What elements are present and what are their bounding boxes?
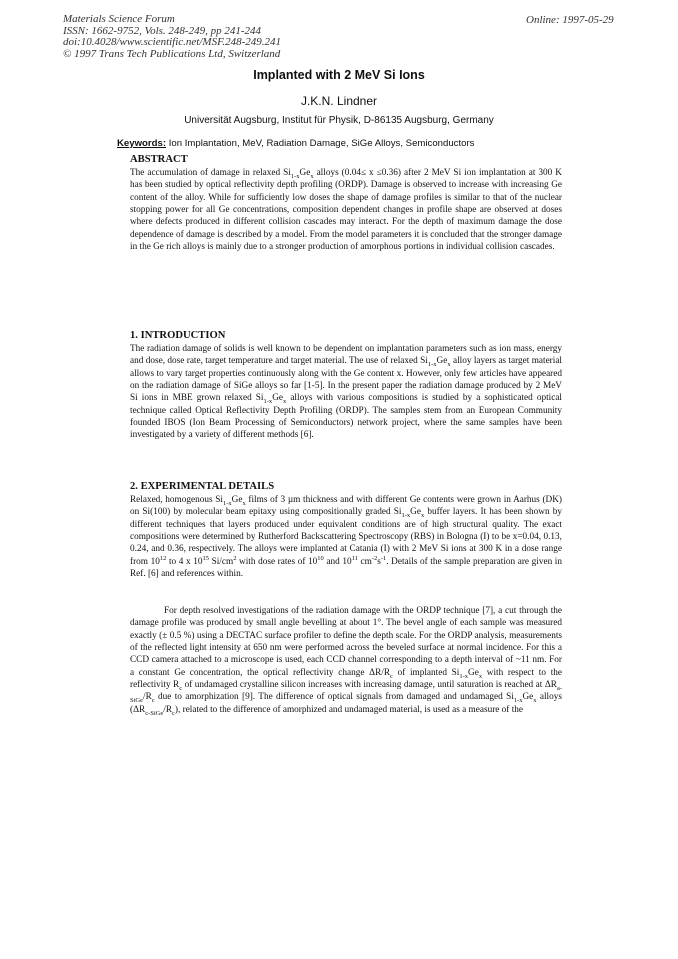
keywords-line [117, 138, 567, 149]
doi-line: doi:10.4028/www.scientific.net/MSF.248-249.241 [63, 36, 282, 48]
publication-metadata [63, 14, 281, 60]
experimental-heading: 2. EXPERIMENTAL DETAILS [130, 481, 275, 492]
introduction-heading: 1. INTRODUCTION [130, 330, 226, 341]
keywords-label: Keywords: [117, 138, 167, 149]
journal-name: Materials Science Forum [63, 13, 175, 25]
issn-line: ISSN: 1662-9752, Vols. 248-249, pp 241-244 [63, 24, 261, 37]
experimental-paragraph-2: For depth resolved investigations of the radiation damage with the ORDP technique [7], a cut through the damage profile was produced by small angle bevelling at about 1°. The bevel angle of each sample was measured exactly (± 0.5 %) using a DECTAC surface profiler to define the depth scale. For the ORDP analysis, measurements of the reflected light intensity at 650 nm were performed across the beveled surface at normal incidence. For this a CCD camera attached to a microscope is used, each CCD channel corresponding to a depth interval of ~11 nm. For a constant Ge concentration, the optical reflectivity change $\Delta R/R_c$ of implanted $Si_{1-x}Ge_x$ with respect to the reflectivity $R_c$ of undamaged crystalline silicon increases with increasing damage, until saturation is reached at $\Delta R_{a-SiGe}/R_c$ due to amorphization [9]. The difference of optical signals from damaged and undamaged $Si_{1-x}Ge_x$ alloys $(\Delta R_{c-SiGe}/R_c)$, related to the difference of amorphized and undamaged material, is used as a measure of the [130, 606, 562, 717]
author-name: J.K.N. Lindner [300, 94, 378, 108]
experimental-paragraph-1: Relaxed, homogenous $Si_{1-x}Ge_x$ films of 3 µm thickness and with different Ge contents were grown in Aarhus (DK) on Si(100) by molecular beam epitaxy using compositionally graded $Si_{1-x}Ge_x$ buffer layers. It has been shown by different techniques that layers produced under equivalent conditions are of high structural quality. The exact compositions were determined by Rutherford Backscattering Spectroscopy (RBS) in Bologna (I) to be x=0.04, 0.13, 0.24, and 0.36, respectively. The alloys were implanted at Catania (I) with 2 MeV Si ions at 300 K in a dose range from $10^{12}$ to 4 x $10^{15}$ $Si/cm^2$ with dose rates of $10^{10}$ and $10^{11}$ $cm^{-2}s^{-1}$. Details of the sample preparation are given in Ref. [6] and references within. [130, 495, 563, 580]
paper-title: Implanted with 2 MeV Si Ions [253, 68, 425, 82]
keywords-text: Ion Implantation, MeV, Radiation Damage, SiGe Alloys, Semiconductors [166, 138, 475, 149]
copyright-line: © 1997 Trans Tech Publications Ltd, Switzerland [63, 47, 281, 60]
introduction-text: The radiation damage of solids is well known to be dependent on implantation parameters such as ion mass, energy and dose, dose rate, target temperature and target material. The use of relaxed $Si_{1-x}Ge_x$ alloy layers as target material allows to vary target properties continuously along with the Ge content x. However, only few articles have appeared on the radiation damage of SiGe alloys so far [1-5]. In the present paper the radiation damage produced by 2 MeV Si ions in MBE grown relaxed $Si_{1-x}Ge_x$ alloys with various compositions is studied by a sophisticated optical technique called Optical Reflectivity Depth Profiling (ORDP). The samples stem from an European Community founded IBOS (Ion Beam Processing of Semiconductors) network project, where the same samples have been investigated by a variety of different methods [6]. [130, 344, 562, 441]
author-affiliation: Universität Augsburg, Institut für Physik, D-86135 Augsburg, Germany [184, 115, 494, 126]
abstract-text: The accumulation of damage in relaxed $Si_{1-x}Ge_x$ alloys (0.04≤ x ≤0.36) after 2 MeV Si ion implantation at 300 K has been studied by optical reflectivity depth profiling (ORDP). Damage is observed to increase with increasing Ge content of the alloy. While for sufficiently low doses the shape of damage profiles is similar to that of the nuclear stopping power for all Ge concentrations, composition dependent changes in profile shape are observed at doses where defects produced in different collision cascades may interact. For the depth of maximum damage the dose dependence of damage is described by a model. From the model parameters it is concluded that the stronger damage in the Ge rich alloys is mainly due to a stronger production of amorphous portions in individual collision cascades. [130, 168, 562, 253]
online-date: Online: 1997-05-29 [526, 14, 614, 26]
abstract-heading: ABSTRACT [130, 154, 188, 165]
